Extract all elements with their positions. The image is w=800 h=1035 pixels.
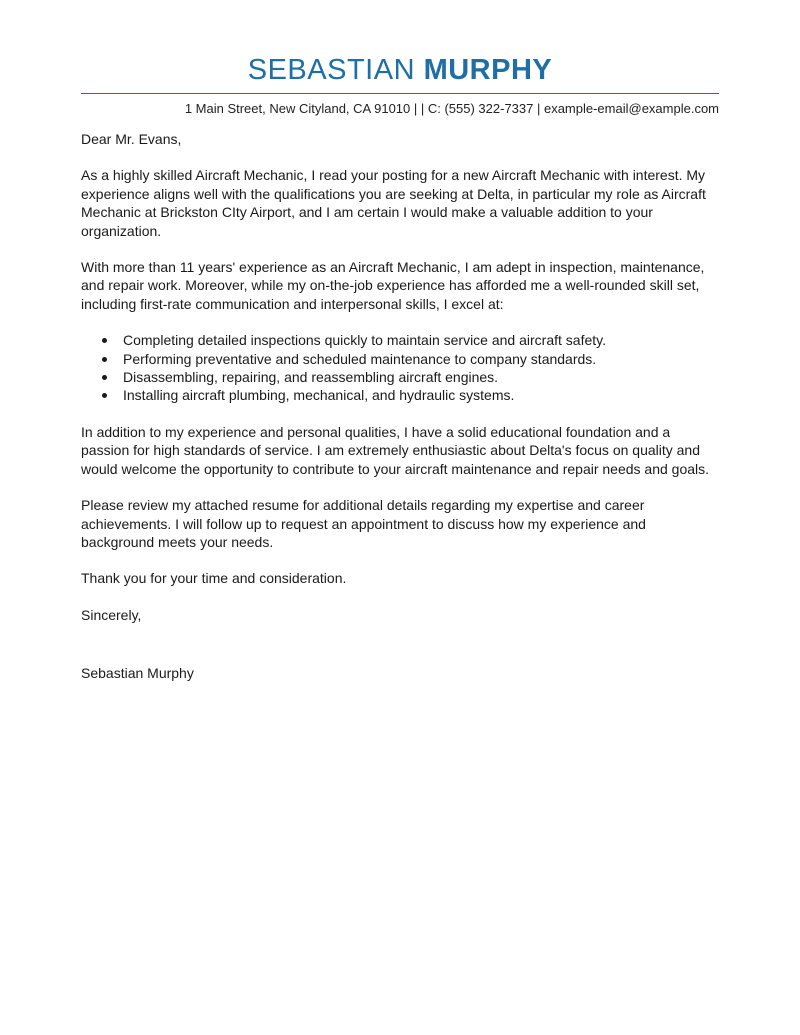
list-item-text: Completing detailed inspections quickly to maintain service and aircraft safety. xyxy=(123,332,606,349)
list-item-text: Installing aircraft plumbing, mechanical, and hydraulic systems. xyxy=(123,387,515,404)
list-item xyxy=(81,386,721,404)
list-item xyxy=(81,350,721,368)
list-item xyxy=(81,331,721,349)
paragraph-followup: Please review my attached resume for additional details regarding my expertise and career achievements. I will follow up to request an appointment to discuss how my experience and background meets your needs. xyxy=(81,497,646,550)
list-item xyxy=(81,368,721,386)
salutation: Dear Mr. Evans, xyxy=(81,131,182,147)
last-name: MURPHY xyxy=(423,54,553,86)
bullet-icon xyxy=(102,338,107,343)
paragraph-education: In addition to my experience and personal qualities, I have a solid educational foundation and a passion for high standards of service. I am extremely enthusiastic about Delta's focus on quality and would welcome the opportunity to contribute to your aircraft maintenance and repair needs and goals. xyxy=(81,423,710,477)
bullet-icon xyxy=(102,393,107,398)
paragraph-intro: As a highly skilled Aircraft Mechanic, I read your posting for a new Aircraft Mechanic with interest. My experience aligns well with the qualifications you are seeking at Delta, in particular my role as Aircraft Mechanic at Brickston CIty Airport, and I am certain I would make a valuable addition to your organization. xyxy=(81,167,706,239)
paragraph-experience: With more than 11 years' experience as an Aircraft Mechanic, I am adept in inspection, maintenance, and repair work. Moreover, while my on-the-job experience has afforded me a well-rounded skill set, including first-rate communication and interpersonal skills, I excel at: xyxy=(81,259,705,312)
first-name: SEBASTIAN xyxy=(247,54,416,86)
bullet-icon xyxy=(102,375,107,380)
paragraph-thanks: Thank you for your time and consideration. xyxy=(81,570,347,587)
applicant-name xyxy=(0,52,800,88)
signature-name: Sebastian Murphy xyxy=(81,665,194,682)
skills-list xyxy=(81,331,721,405)
contact-line: 1 Main Street, New Cityland, CA 91010 | | C: (555) 322-7337 | example-email@example.com xyxy=(184,101,719,116)
bullet-icon xyxy=(102,357,107,362)
header-divider xyxy=(81,93,719,94)
list-item-text: Performing preventative and scheduled maintenance to company standards. xyxy=(123,350,597,367)
signature-space xyxy=(81,642,721,664)
list-item-text: Disassembling, repairing, and reassembling aircraft engines. xyxy=(123,369,499,386)
sign-off: Sincerely, xyxy=(81,606,142,623)
letter-body xyxy=(81,130,721,701)
